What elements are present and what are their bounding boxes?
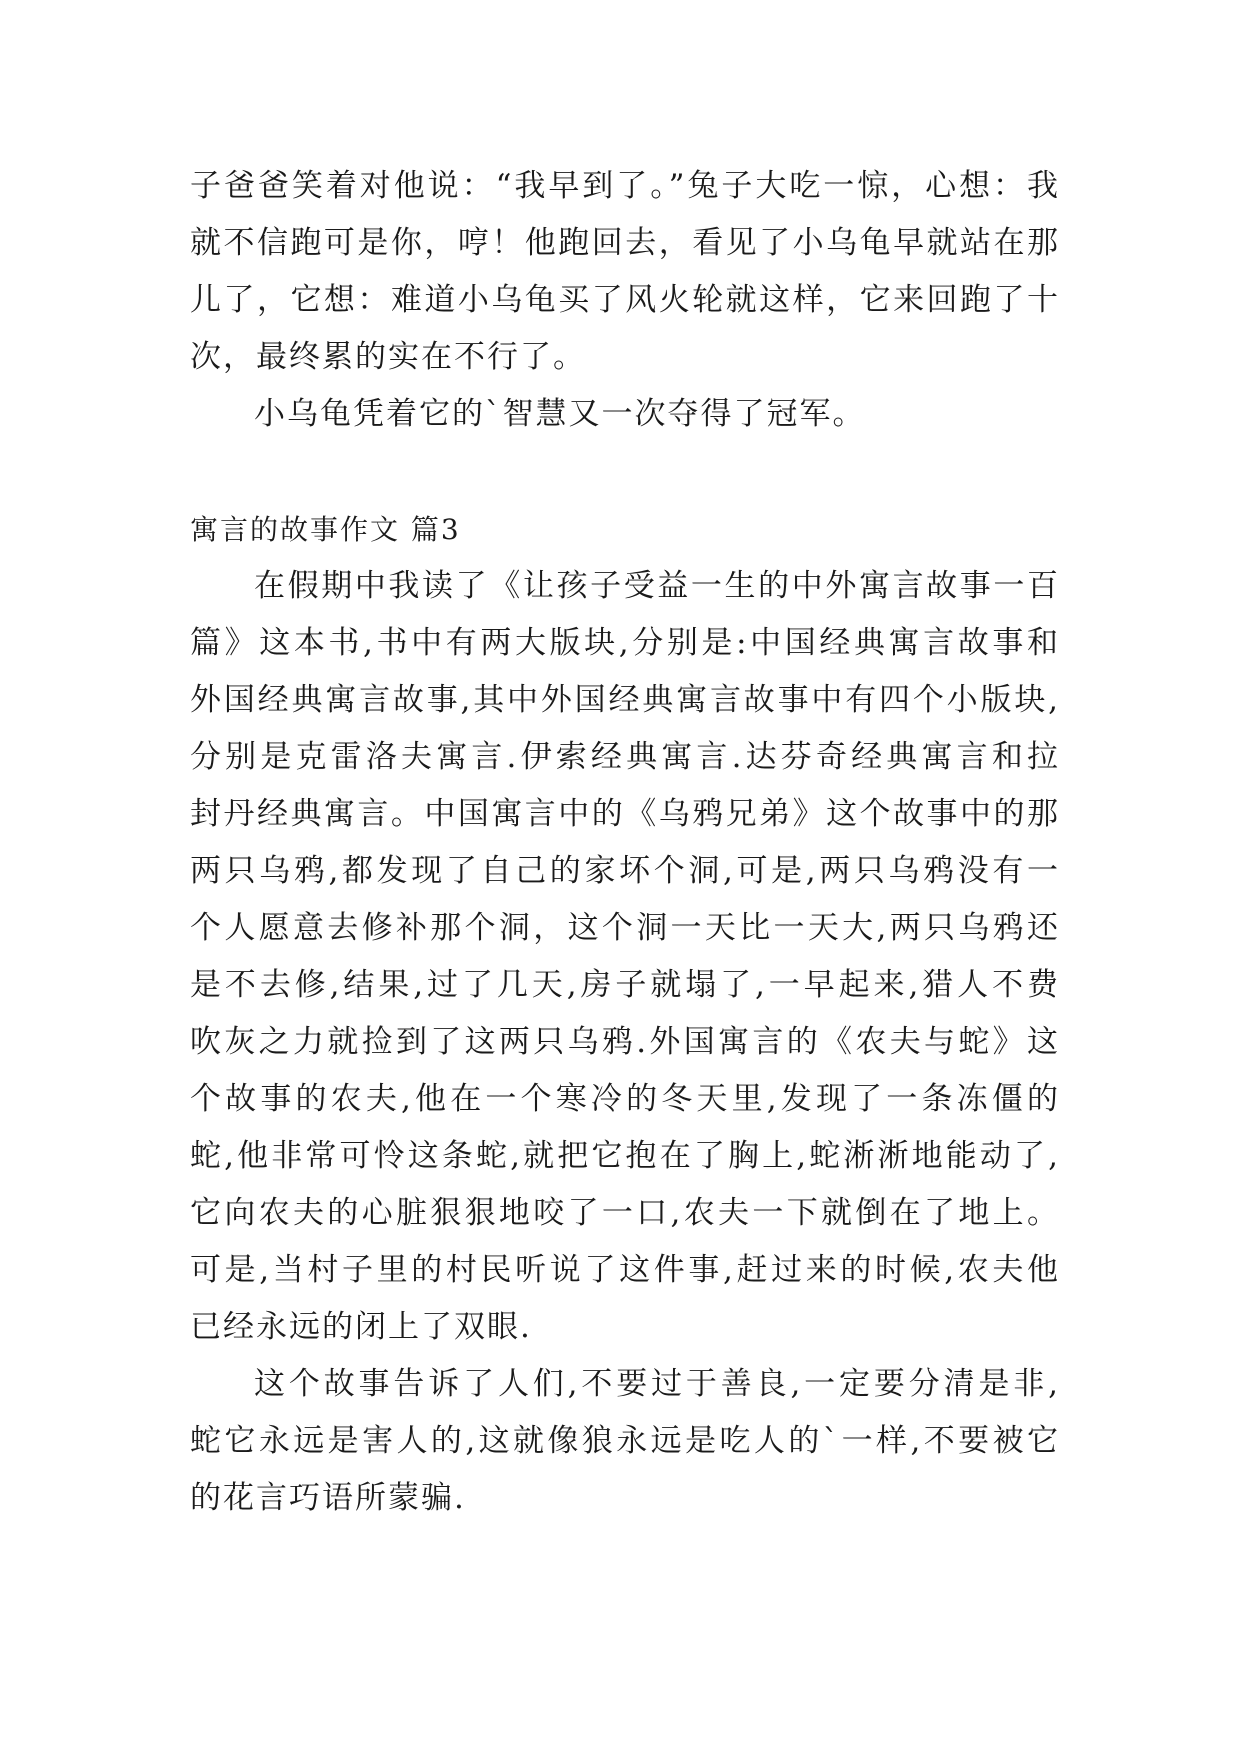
- text-line: 儿了，它想：难道小乌龟买了风火轮就这样，它来回跑了十: [190, 282, 1060, 318]
- text-line: 篇》这本书,书中有两大版块,分别是:中国经典寓言故事和: [190, 625, 1060, 661]
- text-line: 可是,当村子里的村民听说了这件事,赶过来的时候,农夫他: [190, 1252, 1060, 1288]
- text-line: 吹灰之力就捡到了这两只乌鸦.外国寓言的《农夫与蛇》这: [190, 1024, 1060, 1060]
- text-line: 外国经典寓言故事,其中外国经典寓言故事中有四个小版块,: [190, 682, 1060, 718]
- story-paragraph-2: [190, 1356, 1060, 1527]
- text-line: 封丹经典寓言。中国寓言中的《乌鸦兄弟》这个故事中的那: [190, 796, 1060, 832]
- text-line: 子爸爸笑着对他说：“我早到了。”兔子大吃一惊，心想：我: [190, 168, 1060, 204]
- closing-paragraph: 小乌龟凭着它的`智慧又一次夺得了冠军。: [254, 396, 866, 432]
- text-line: 蛇,他非常可怜这条蛇,就把它抱在了胸上,蛇淅淅地能动了,: [190, 1138, 1060, 1174]
- text-line: 它向农夫的心脏狠狠地咬了一口,农夫一下就倒在了地上。: [190, 1195, 1060, 1231]
- text-line: 两只乌鸦,都发现了自己的家坏个洞,可是,两只乌鸦没有一: [190, 853, 1060, 889]
- text-line: 的花言巧语所蒙骗.: [190, 1480, 466, 1516]
- text-line: 这个故事告诉了人们,不要过于善良,一定要分清是非,: [254, 1366, 1060, 1402]
- continuation-paragraph: [190, 158, 1060, 386]
- text-line: 个故事的农夫,他在一个寒冷的冬天里,发现了一条冻僵的: [190, 1081, 1060, 1117]
- text-line: 蛇它永远是害人的,这就像狼永远是吃人的`一样,不要被它: [190, 1423, 1060, 1459]
- story-paragraph-1: [190, 558, 1060, 1356]
- text-line: 就不信跑可是你，哼！他跑回去，看见了小乌龟早就站在那: [190, 225, 1060, 261]
- text-line: 是不去修,结果,过了几天,房子就塌了,一早起来,猎人不费: [190, 967, 1060, 1003]
- text-line: 分别是克雷洛夫寓言.伊索经典寓言.达芬奇经典寓言和拉: [190, 739, 1060, 775]
- section-title: 寓言的故事作文 篇3: [190, 513, 461, 546]
- text-line: 次，最终累的实在不行了。: [190, 339, 586, 375]
- text-line: 个人愿意去修补那个洞，这个洞一天比一天大,两只乌鸦还: [190, 910, 1060, 946]
- text-line: 在假期中我读了《让孩子受益一生的中外寓言故事一百: [254, 568, 1060, 604]
- text-line: 已经永远的闭上了双眼.: [190, 1309, 532, 1345]
- document-page: [190, 158, 1060, 1527]
